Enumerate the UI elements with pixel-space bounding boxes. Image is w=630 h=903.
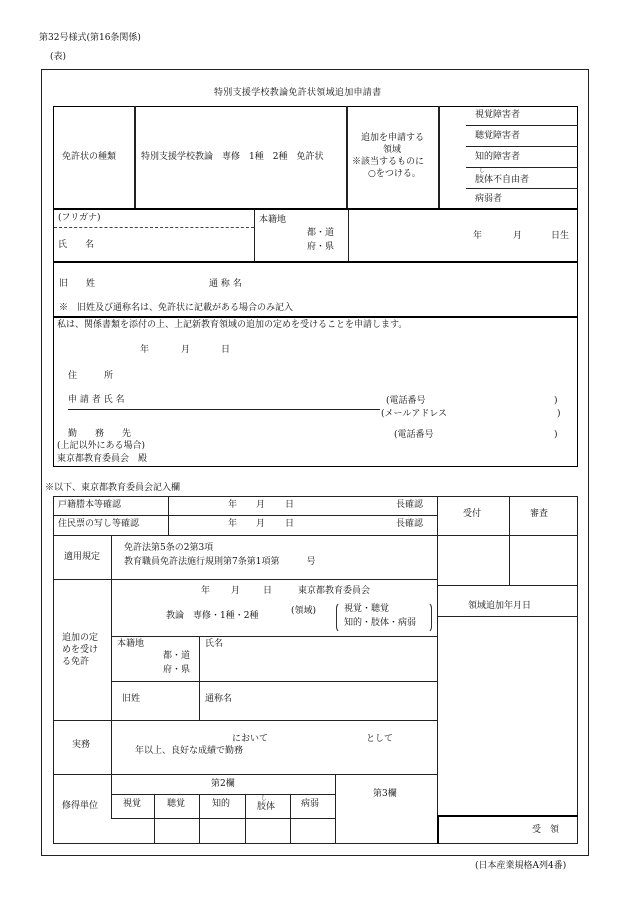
tsuika-iinkai: 東京都教育委員会 [298,586,371,596]
mail-open: (メールアドレス [381,409,448,419]
koseki-label: 戸籍謄本等確認 [58,500,122,510]
side-label: (表) [50,52,67,62]
kyusei-label: 旧 姓 [59,279,96,289]
footer-spec: (日本産業規格A列4番) [475,861,567,871]
office-heading: ※以下、東京都教育委員会記入欄 [45,483,181,493]
jumin-year: 年 [228,519,238,529]
area-intellectual[interactable]: 知的障害者 [475,152,521,162]
area-hearing[interactable]: 聴覚障害者 [475,131,521,141]
area-instruction-1: 追加を申請する [361,133,425,143]
address-label: 住 所 [68,371,114,381]
jitsumu-line-2: 年以上、良好な成績で勤務 [135,746,244,756]
jumin-day: 日 [285,519,295,529]
addressee: 東京都教育委員会 殿 [57,454,148,464]
subject-ruby-mark: し [261,795,268,802]
workplace-note: (上記以外にある場合) [57,441,146,451]
uketsuke-label: 受付 [463,509,482,519]
shutoku-label: 修得単位 [62,801,99,811]
area-instruction-2: 領域 [383,145,402,155]
phone-open: (電話番号 [386,396,426,406]
subject-physical: 肢体 [257,802,276,812]
ryoiki-label: (領域) [291,606,317,616]
fuken-label: 府・県 [307,242,335,252]
ryoiki-option-2: 知的・肢体・病弱 [344,618,417,628]
birth-month: 月 [513,231,523,241]
phone-close: ) [554,396,558,406]
todo-label: 都・道 [307,228,335,238]
outer-frame-top [41,69,589,70]
area-instruction-3: ※該当するものに [352,157,425,167]
tsuika-shimei: 氏名 [205,639,224,649]
shinsa-label: 審査 [530,509,549,519]
outer-frame-left [41,69,42,856]
area-visual[interactable]: 視覚障害者 [475,110,521,120]
jitsumu-toshite: として [366,734,394,744]
mail-close: ) [557,409,561,419]
license-type-value: 特別支援学校教論 専修 1種 2種 免許状 [141,152,324,162]
tsuika-label-3: る免許 [62,657,90,667]
juryo-label: 受 領 [532,825,560,835]
jitsumu-label: 実務 [72,740,91,750]
area-physical[interactable]: 肢体不自由者 [475,175,530,185]
ruby-mark: し [479,167,486,174]
workplace-phone-close: ) [554,430,558,440]
tekiyo-label: 適用規定 [64,552,101,562]
outer-frame-bottom [41,855,589,856]
workplace-phone-open: (電話番号 [394,430,434,440]
tsuika-year: 年 [201,586,211,596]
former-name-note: ※ 旧姓及び通称名は、免許状に記載がある場合のみ記入 [59,303,294,313]
subject-visual: 視覚 [123,799,142,809]
tsusho-label: 通 称 名 [209,279,242,289]
area-instruction-4: ○をつける。 [368,169,421,179]
applicant-name-label: 申 請 者 氏 名 [68,395,125,405]
tekiyo-line-1: 免許法第5条の2第3項 [124,543,214,553]
subject-health: 病弱 [301,799,320,809]
license-type-label: 免許状の種類 [62,152,117,162]
furigana-label: (フリガナ) [58,213,101,223]
birth-year: 年 [473,231,483,241]
kyoyu-label: 教論 専修・1種・2種 [166,611,259,621]
app-date-day: 日 [221,345,231,355]
birth-day: 日生 [551,231,570,241]
tsuika-tsusho: 通称名 [205,694,233,704]
jitsumu-niote: において [232,734,269,744]
jumin-chokakunin: 長確認 [396,519,424,529]
tsuika-kyusei: 旧姓 [122,694,141,704]
dai2ran-label: 第2欄 [211,779,235,789]
tsuika-todo: 都・道 [163,651,191,661]
subject-hearing: 聴覚 [167,799,186,809]
dai3ran-label: 第3欄 [373,789,397,799]
subject-intellectual: 知的 [212,799,231,809]
app-date-year: 年 [140,345,150,355]
tsuika-honseki: 本籍地 [117,639,145,649]
ryoiki-option-1: 視覚・聴覚 [344,604,390,614]
honseki-label: 本籍地 [259,215,287,225]
outer-frame-right [588,69,589,856]
tsuika-fuken: 府・県 [163,665,191,675]
koseki-chokakunin: 長確認 [396,500,424,510]
app-date-month: 月 [181,345,191,355]
workplace-label: 勤 務 先 [68,429,132,439]
form-number: 第32号様式(第16条関係) [39,33,141,43]
koseki-month: 月 [256,500,266,510]
koseki-year: 年 [228,500,238,510]
ryoiki-date-label: 領域追加年月日 [468,601,532,611]
tsuika-day: 日 [263,586,273,596]
form-title: 特別支援学校教論免許状領域追加申請書 [214,88,382,98]
tsuika-label-1: 追加の定 [62,633,99,643]
tekiyo-line-2: 教育職員免許法施行規則第7条第1項第 号 [124,557,316,567]
name-label: 氏 名 [58,240,95,250]
jumin-label: 住民票の写し等確認 [58,519,140,529]
area-health[interactable]: 病弱者 [475,194,503,204]
tsuika-month: 月 [231,586,241,596]
jumin-month: 月 [256,519,266,529]
koseki-day: 日 [285,500,295,510]
tsuika-label-2: めを受け [62,645,99,655]
application-statement: 私は、関係書類を添付の上、上記新教育領域の追加の定めを受けることを申請します。 [57,320,408,330]
